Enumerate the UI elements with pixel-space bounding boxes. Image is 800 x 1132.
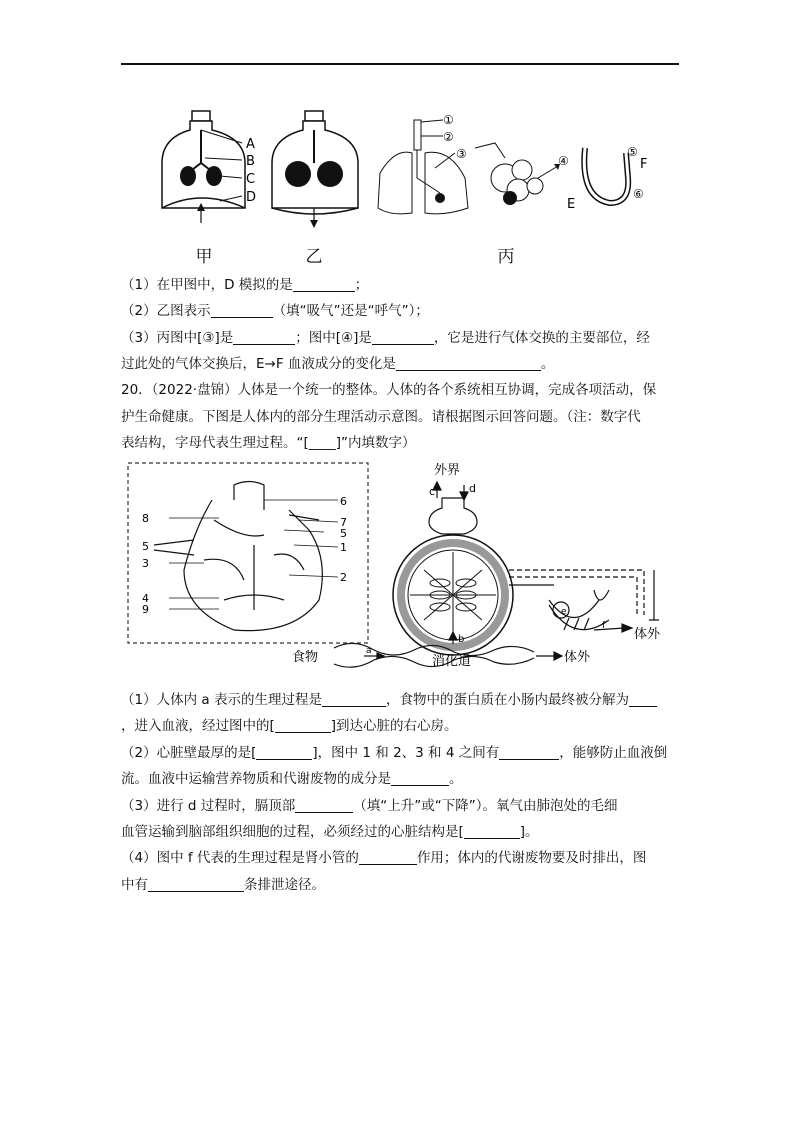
heart-number-8: 8 <box>142 512 149 525</box>
answer-blank[interactable] <box>295 798 353 813</box>
q20-2-pre: （2）心脏壁最厚的是[ <box>121 745 257 761</box>
answer-blank[interactable] <box>293 277 355 292</box>
bing-label-2: ② <box>443 130 454 144</box>
label-b: B <box>246 154 255 169</box>
fig-letter-d: d <box>469 482 476 495</box>
q20-q3-line-1 <box>121 797 617 816</box>
heart-number-4: 4 <box>142 592 149 605</box>
answer-blank[interactable] <box>629 692 657 707</box>
q20-2-mid: ]，图中 1 和 2、3 和 4 之间有 <box>312 745 500 761</box>
heart-box <box>128 463 368 643</box>
bing-label-f: F <box>640 157 648 172</box>
q19-line-1 <box>121 276 368 295</box>
answer-blank[interactable] <box>464 824 520 839</box>
q19-4-pre: 过此处的气体交换后，E→F 血液成分的变化是 <box>121 356 396 372</box>
bing-label-4: ④ <box>558 154 569 168</box>
bing-label-3: ③ <box>456 147 467 161</box>
breathing-figure <box>150 108 670 248</box>
bing-label-5: ⑤ <box>627 145 638 159</box>
heart-number-6: 6 <box>340 495 347 508</box>
fig-letter-e: e <box>561 607 567 617</box>
heart-number-2: 2 <box>340 571 347 584</box>
answer-blank[interactable] <box>372 330 434 345</box>
fig-letter-c: c <box>429 485 436 498</box>
heart-number-7: 7 <box>340 516 347 529</box>
circulation-figure <box>124 460 720 682</box>
fig-letter-b: b <box>458 634 465 645</box>
answer-blank[interactable] <box>211 303 273 318</box>
q20-q1-line-1 <box>121 691 657 710</box>
q20-4b-pre: 中有 <box>121 877 148 893</box>
q19-line-4 <box>121 355 554 374</box>
q20-1-pre: （1）人体内 a 表示的生理过程是 <box>121 692 322 708</box>
jar-jia <box>162 111 256 223</box>
caption-jia: 甲 <box>195 247 213 267</box>
q20-3-pre: （3）进行 d 过程时，膈顶部 <box>121 798 296 814</box>
q19-line-3 <box>121 329 650 348</box>
answer-blank[interactable] <box>391 771 449 786</box>
label-c: C <box>246 172 256 187</box>
answer-blank[interactable] <box>396 356 541 371</box>
heart-number-5-left: 5 <box>142 540 149 553</box>
bing-label-6: ⑥ <box>633 187 644 201</box>
q19-2-pre: （2）乙图表示 <box>121 303 211 319</box>
answer-blank[interactable] <box>233 330 295 345</box>
q20-intro-3: 表结构，字母代表生理过程。“[____]”内填数字） <box>121 435 416 451</box>
q20-3b-post: ]。 <box>519 824 539 840</box>
q19-1-post: ； <box>354 277 369 293</box>
q20-4-pre: （4）图中 f 代表的生理过程是肾小管的 <box>121 850 359 866</box>
top-rule <box>121 63 679 65</box>
q19-2-post: （填“吸气”还是“呼气”）； <box>272 303 429 319</box>
q19-3-pre: （3）丙图中[③]是 <box>121 330 234 346</box>
q20-q1-line-2 <box>121 717 458 736</box>
q20-q4-line-2 <box>121 876 325 895</box>
q20-1b-pre: ，进入血液，经过图中的[ <box>121 718 275 734</box>
jar-yi <box>272 111 358 228</box>
q20-3b-pre: 血管运输到脑部组织细胞的过程，必须经过的心脏结构是[ <box>121 824 464 840</box>
bing-label-e: E <box>567 197 576 212</box>
answer-blank[interactable] <box>275 718 331 733</box>
heart-number-1: 1 <box>340 541 347 554</box>
answer-blank[interactable] <box>499 745 559 760</box>
q20-2-post: ，能够防止血液倒 <box>559 745 668 761</box>
q20-q3-line-2 <box>121 823 539 842</box>
q19-4-post: 。 <box>540 356 555 372</box>
q20-1-mid: ，食物中的蛋白质在小肠内最终被分解为 <box>385 692 629 708</box>
heart-number-9: 9 <box>142 603 149 616</box>
q19-1-pre: （1）在甲图中，D 模拟的是 <box>121 277 293 293</box>
heart-drawing <box>154 482 322 631</box>
q20-4-post: 作用；体内的代谢废物要及时排出，图 <box>416 850 647 866</box>
q20-3-post: （填“上升”或“下降”）。氧气由肺泡处的毛细 <box>353 798 618 814</box>
fig-tiwai-2: 体外 <box>564 650 591 665</box>
heart-number-5-right: 5 <box>340 527 347 540</box>
answer-blank[interactable] <box>256 745 312 760</box>
q20-2b-post: 。 <box>449 771 463 787</box>
fig-waijie: 外界 <box>434 463 461 478</box>
q19-3-mid: ；图中[④]是 <box>295 330 372 346</box>
q20-2b-pre: 流。血液中运输营养物质和代谢废物的成分是 <box>121 771 391 787</box>
label-a: A <box>246 137 255 152</box>
fig-xiaohuadao: 消化道 <box>432 654 472 669</box>
q20-q2-line-1 <box>121 744 667 763</box>
answer-blank[interactable] <box>148 877 244 892</box>
answer-blank[interactable] <box>322 692 386 707</box>
fig-letter-a: a <box>366 646 372 656</box>
heart-number-3: 3 <box>142 557 149 570</box>
fig-tiwai-1: 体外 <box>634 627 661 642</box>
q19-line-2 <box>121 302 429 321</box>
bing-label-1: ① <box>443 113 454 127</box>
q20-intro-1: 20．（2022·盘锦）人体是一个统一的整体。人体的各个系统相互协调，完成各项活动，保 <box>121 382 657 398</box>
label-d: D <box>246 190 257 205</box>
fig-shiwu: 食物 <box>292 650 319 665</box>
answer-blank[interactable] <box>359 850 417 865</box>
caption-bing: 丙 <box>497 247 515 267</box>
q20-q2-line-2 <box>121 770 463 789</box>
q20-intro-2: 护生命健康。下图是人体内的部分生理活动示意图。请根据图示回答问题。（注：数字代 <box>121 409 641 425</box>
q20-1b-post: ]到达心脏的右心房。 <box>330 718 458 734</box>
caption-yi: 乙 <box>305 247 323 267</box>
q20-4b-post: 条排泄途径。 <box>244 877 325 893</box>
lungs-bing <box>378 113 647 214</box>
kidney-structure <box>509 570 659 632</box>
q19-3-post: ，它是进行气体交换的主要部位，经 <box>433 330 650 346</box>
q20-q4-line-1 <box>121 849 646 868</box>
fig-letter-f: f <box>602 621 606 631</box>
